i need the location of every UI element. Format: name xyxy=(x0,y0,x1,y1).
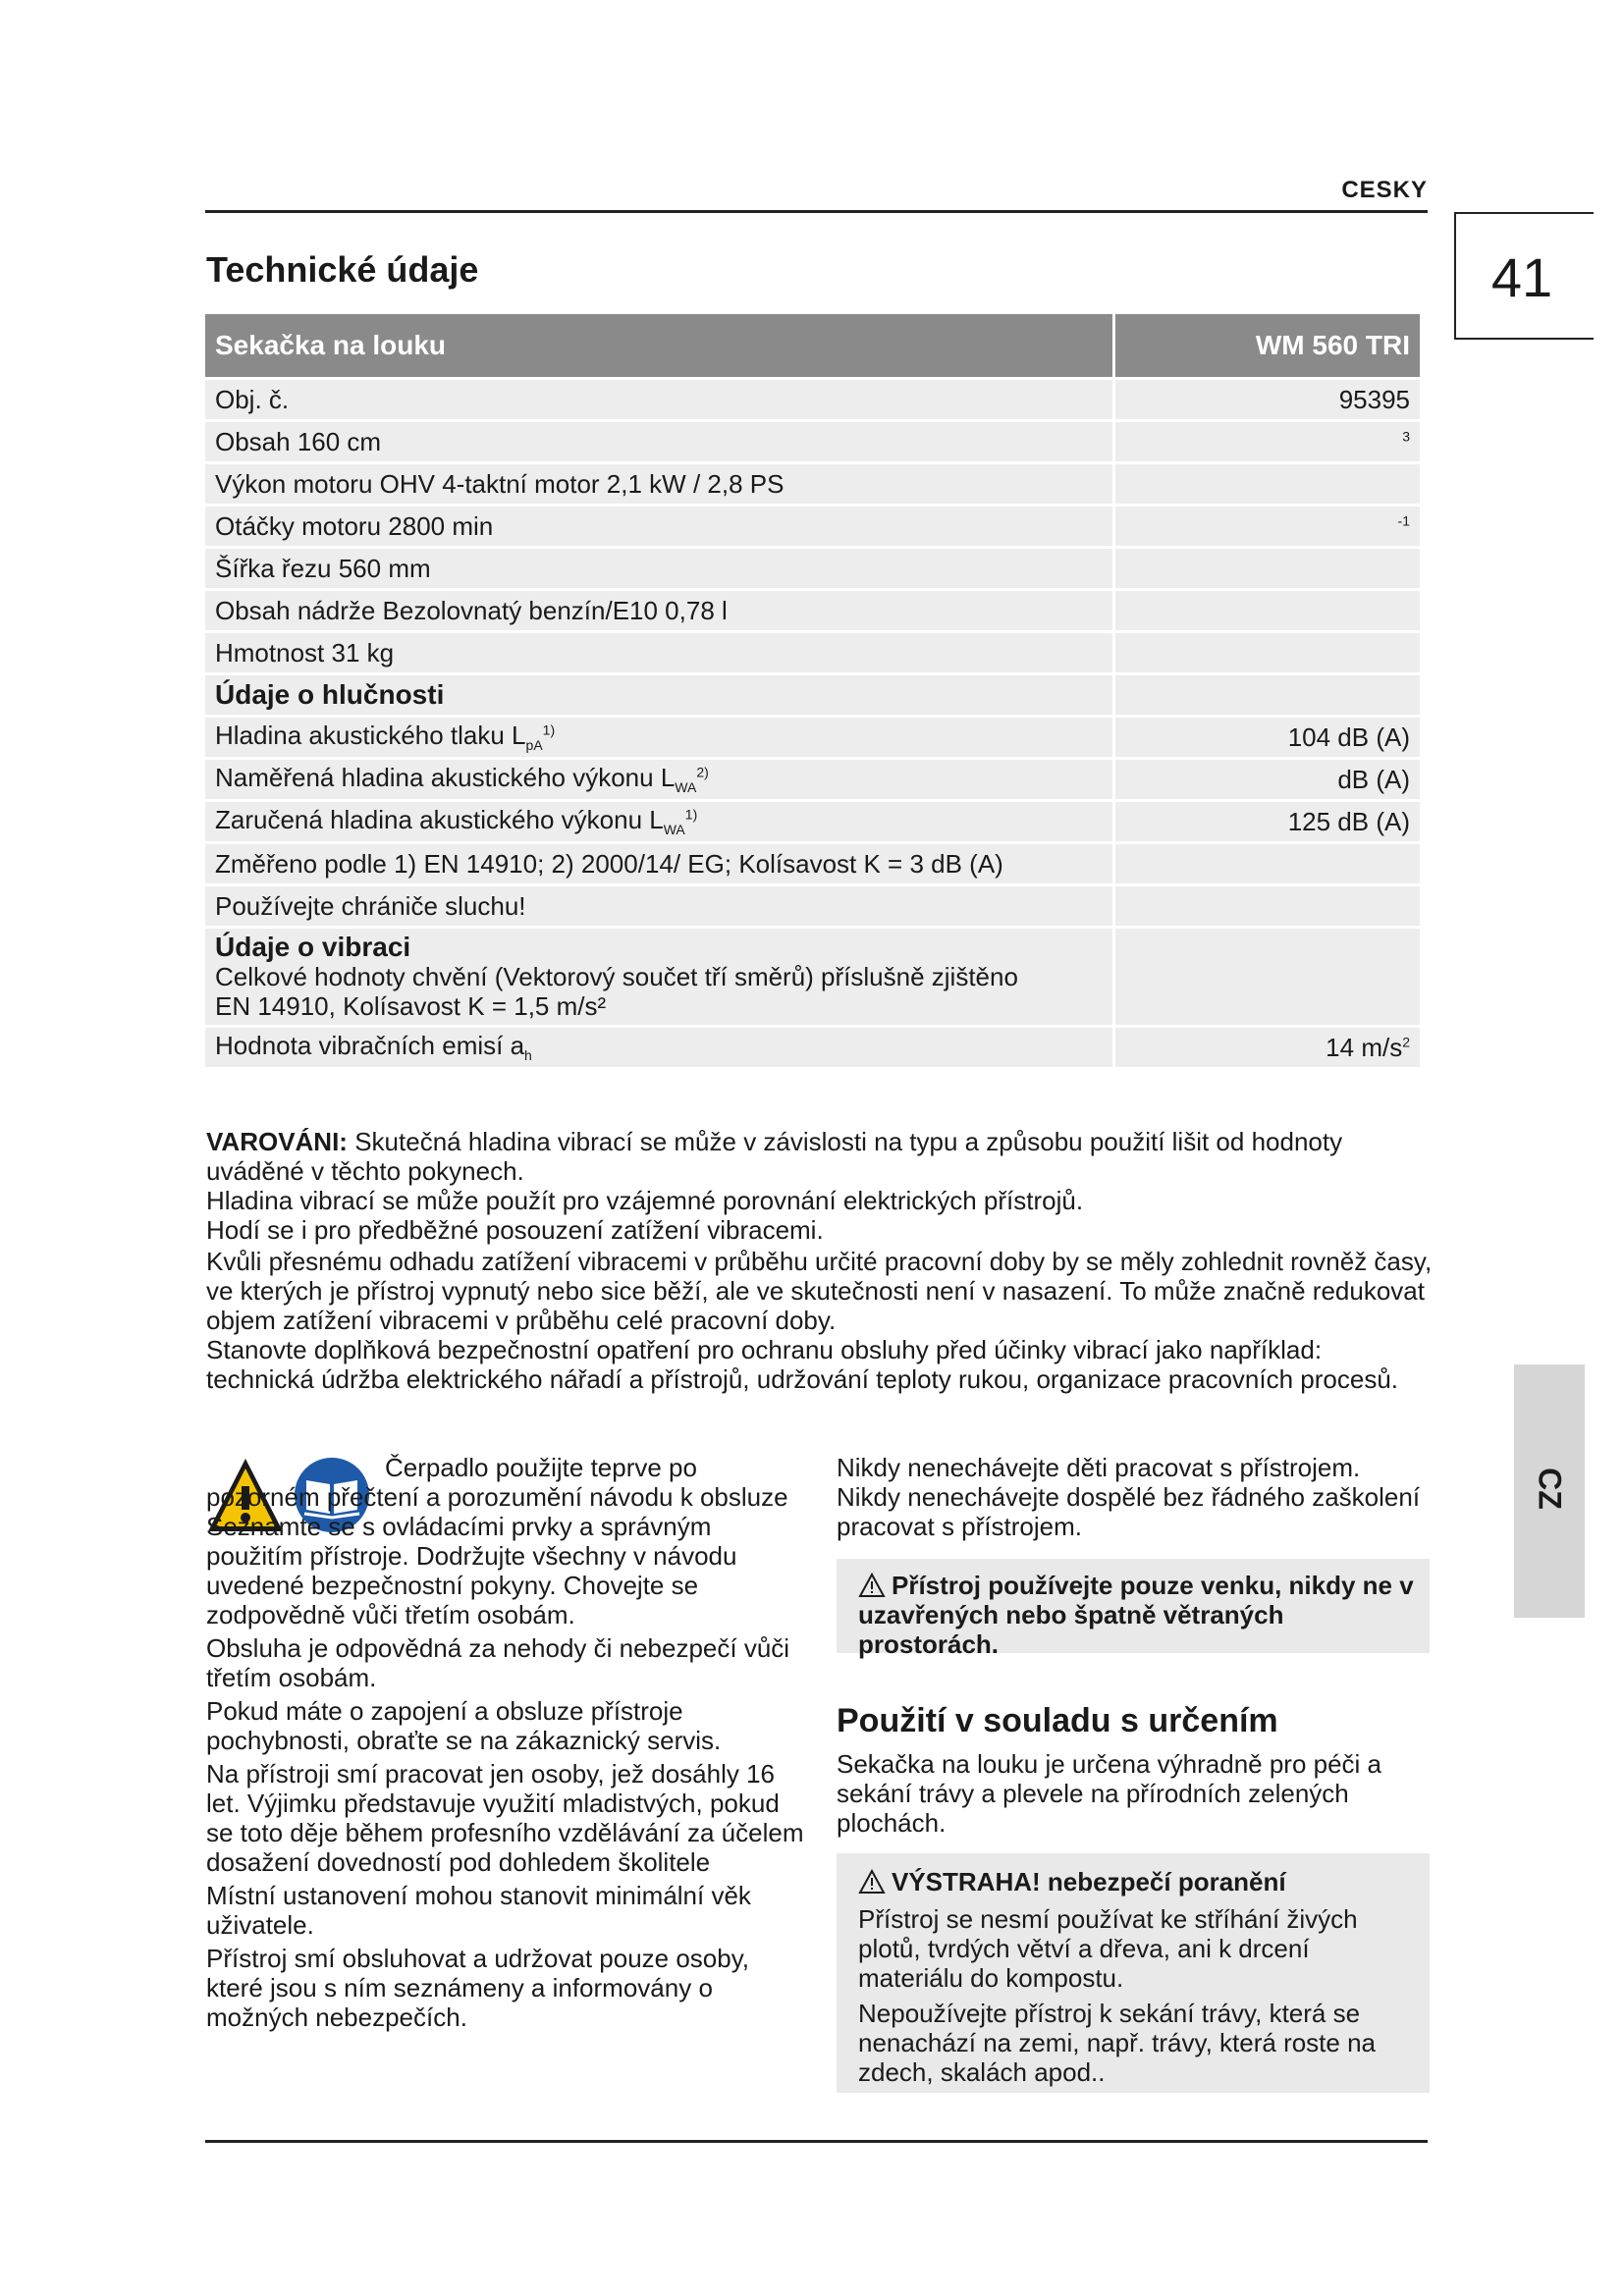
outdoor-use-note xyxy=(837,1559,1430,1659)
warning-body xyxy=(858,1904,1416,2093)
vibration-heading: Údaje o vibraci xyxy=(215,932,411,962)
row-value: 125 dB (A) xyxy=(1114,801,1421,843)
warning-heading: VÝSTRAHA! nebezpečí poranění xyxy=(892,1867,1286,1896)
table-row xyxy=(205,928,1420,1027)
noise-label: Naměřená hladina akustického výkonu L xyxy=(215,763,676,793)
paragraph: Obsluha je odpovědná za nehody či nebezpečí vůči třetím osobám. xyxy=(206,1633,790,1692)
paragraph: Přístroj smí obsluhovat a udržovat pouze osoby, které jsou s ním seznámeny a informovány o možných nebezpečích. xyxy=(206,1944,750,2032)
paragraph: Pokud máte o zapojení a obsluze přístroje pochybnosti, obraťte se na zákaznický servis. xyxy=(206,1696,722,1755)
row-value xyxy=(1114,843,1421,885)
warning-label: VAROVÁNI: xyxy=(206,1127,348,1156)
warning-text: Stanovte doplňková bezpečnostní opatření pro ochranu obsluhy před účinky vibrací jako například: technická údržba elektrického nářadí a přístrojů, udržování teploty rukou, organizace pracovních procesů. xyxy=(206,1335,1399,1394)
paragraph: Čerpadlo použijte teprve po pozorném přečtení a porozumění návodu k obsluze Seznamte se s ovládacími prvky a správným použitím přístroje. Dodržujte všechny v návodu uvedené bezpečnostní pokyny. Chovejte se zodpovědně vůči třetím osobám. xyxy=(206,1453,788,1629)
noise-label: Zaručená hladina akustického výkonu L xyxy=(215,805,664,835)
table-row xyxy=(205,548,1420,590)
table-row xyxy=(205,379,1420,421)
spec-table xyxy=(205,314,1420,1070)
right-column xyxy=(837,1453,1428,1541)
table-row xyxy=(205,674,1420,717)
noise-sub: WA xyxy=(663,822,685,838)
table-row xyxy=(205,801,1420,843)
vibration-value-sup: 2 xyxy=(1402,1033,1410,1049)
table-row xyxy=(205,759,1420,801)
row-label xyxy=(205,1027,1114,1069)
warning-triangle-icon xyxy=(858,1869,886,1895)
noise-sup: 2) xyxy=(696,764,709,780)
language-side-tab xyxy=(1514,1364,1585,1618)
vibration-block xyxy=(205,928,1114,1027)
row-label: Šířka řezu 560 mm xyxy=(205,548,1114,590)
noise-heading: Údaje o hlučnosti xyxy=(205,674,1114,717)
measured-note: Změřeno podle 1) EN 14910; 2) 2000/14/ EG; Kolísavost K = 3 dB (A) xyxy=(205,843,1114,885)
paragraph: Nepoužívejte přístroj k sekání trávy, která se nenachází na zemi, např. trávy, která roste na zdech, skalách apod.. xyxy=(858,1999,1377,2087)
vibration-warning xyxy=(206,1127,1434,1394)
row-value-sup: -1 xyxy=(1397,511,1410,528)
table-row xyxy=(205,632,1420,674)
row-label xyxy=(205,717,1114,759)
row-value: 95395 xyxy=(1114,379,1421,421)
spec-header-model: WM 560 TRI xyxy=(1114,314,1421,379)
row-value xyxy=(1114,885,1421,928)
row-value xyxy=(1114,674,1421,717)
vibration-text: EN 14910, Kolísavost K = 1,5 m/s² xyxy=(215,991,607,1021)
vibration-text: Celkové hodnoty chvění (Vektorový součet tří směrů) příslušně zjištěno xyxy=(215,962,1018,991)
row-label: Výkon motoru OHV 4-taktní motor 2,1 kW / 2,8 PS xyxy=(205,463,1114,506)
noise-label: Hladina akustického tlaku L xyxy=(215,721,526,751)
note-content xyxy=(858,1571,1416,1659)
table-row xyxy=(205,843,1420,885)
intended-use-title: Použití v souladu s určením xyxy=(837,1702,1278,1739)
row-value-sup: 3 xyxy=(1402,427,1410,444)
language-code: CZ xyxy=(1532,1468,1568,1510)
spec-table-header xyxy=(205,314,1420,379)
row-value xyxy=(1114,463,1421,506)
row-label xyxy=(205,759,1114,801)
page-number: 41 xyxy=(1490,246,1553,308)
row-label: Obsah 160 cm xyxy=(205,421,1114,463)
vibration-value: 14 m/s xyxy=(1326,1032,1403,1062)
row-value xyxy=(1114,928,1421,1027)
row-value xyxy=(1114,421,1421,463)
spec-header-label: Sekačka na louku xyxy=(205,314,1114,379)
footer-rule xyxy=(205,2140,1428,2143)
section-title: Technické údaje xyxy=(206,249,479,290)
warning-text: Skutečná hladina vibrací se může v závislosti na typu a způsobu použití lišit od hodnoty uváděné v těchto pokynech. xyxy=(206,1127,1343,1186)
paragraph: Nikdy nenechávejte děti pracovat s přístrojem. Nikdy nenechávejte dospělé bez řádného zaškolení pracovat s přístrojem. xyxy=(837,1453,1421,1541)
row-value: dB (A) xyxy=(1114,759,1421,801)
row-label: Otáčky motoru 2800 min xyxy=(205,506,1114,548)
note-text: Přístroj používejte pouze venku, nikdy ne v uzavřených nebo špatně větraných prostorách. xyxy=(858,1571,1414,1659)
row-value xyxy=(1114,590,1421,632)
warning-text: Hodí se i pro předběžné posouzení zatížení vibracemi. xyxy=(206,1215,824,1245)
paragraph: Přístroj se nesmí používat ke stříhání živých plotů, tvrdých větví a dřeva, ani k drcení materiálu do kompostu. xyxy=(858,1904,1358,1993)
noise-sub: WA xyxy=(675,779,697,796)
noise-sub: pA xyxy=(525,737,543,754)
hearing-protection-note: Používejte chrániče sluchu! xyxy=(205,885,1114,928)
table-row xyxy=(205,463,1420,506)
vibration-label: Hodnota vibračních emisí a xyxy=(215,1031,525,1061)
vibration-sub: h xyxy=(524,1047,532,1064)
table-row xyxy=(205,421,1420,463)
table-row xyxy=(205,590,1420,632)
table-row xyxy=(205,1027,1420,1069)
language-label: CESKY xyxy=(1341,177,1428,203)
row-value: 104 dB (A) xyxy=(1114,717,1421,759)
row-label: Hmotnost 31 kg xyxy=(205,632,1114,674)
row-value xyxy=(1114,1027,1421,1069)
warning-text: Kvůli přesnému odhadu zatížení vibracemi v průběhu určité pracovní doby by se měly zohlednit rovněž časy, ve kterých je přístroj vypnutý nebo sice běží, ale ve skutečnosti není v nasazení. To může značně redukovat objem zatížení vibracemi v průběhu celé pracovní doby. xyxy=(206,1247,1433,1335)
paragraph: Místní ustanovení mohou stanovit minimální věk uživatele. xyxy=(206,1881,751,1940)
row-label: Obj. č. xyxy=(205,379,1114,421)
table-row xyxy=(205,506,1420,548)
warning-text: Hladina vibrací se může použít pro vzájemné porovnání elektrických přístrojů. xyxy=(206,1186,1084,1215)
warning-heading-line xyxy=(858,1867,1286,1897)
row-value xyxy=(1114,506,1421,548)
intended-use-text: Sekačka na louku je určena výhradně pro péči a sekání trávy a plevele na přírodních zelených plochách. xyxy=(837,1749,1382,1838)
header-rule xyxy=(205,210,1428,213)
row-value xyxy=(1114,632,1421,674)
table-row xyxy=(205,717,1420,759)
noise-sup: 1) xyxy=(684,806,698,823)
table-row xyxy=(205,885,1420,928)
row-label xyxy=(205,801,1114,843)
injury-warning-box xyxy=(837,1853,1430,2093)
row-label: Obsah nádrže Bezolovnatý benzín/E10 0,78 l xyxy=(205,590,1114,632)
left-column xyxy=(206,1453,805,2036)
paragraph: Na přístroji smí pracovat jen osoby, jež dosáhly 16 let. Výjimku představuje využití mladistvých, pokud se toto děje během profesního vzdělávání za účelem dosažení dovedností pod dohledem školitele xyxy=(206,1759,804,1877)
row-value xyxy=(1114,548,1421,590)
warning-triangle-icon xyxy=(858,1573,886,1598)
noise-sup: 1) xyxy=(542,721,556,738)
